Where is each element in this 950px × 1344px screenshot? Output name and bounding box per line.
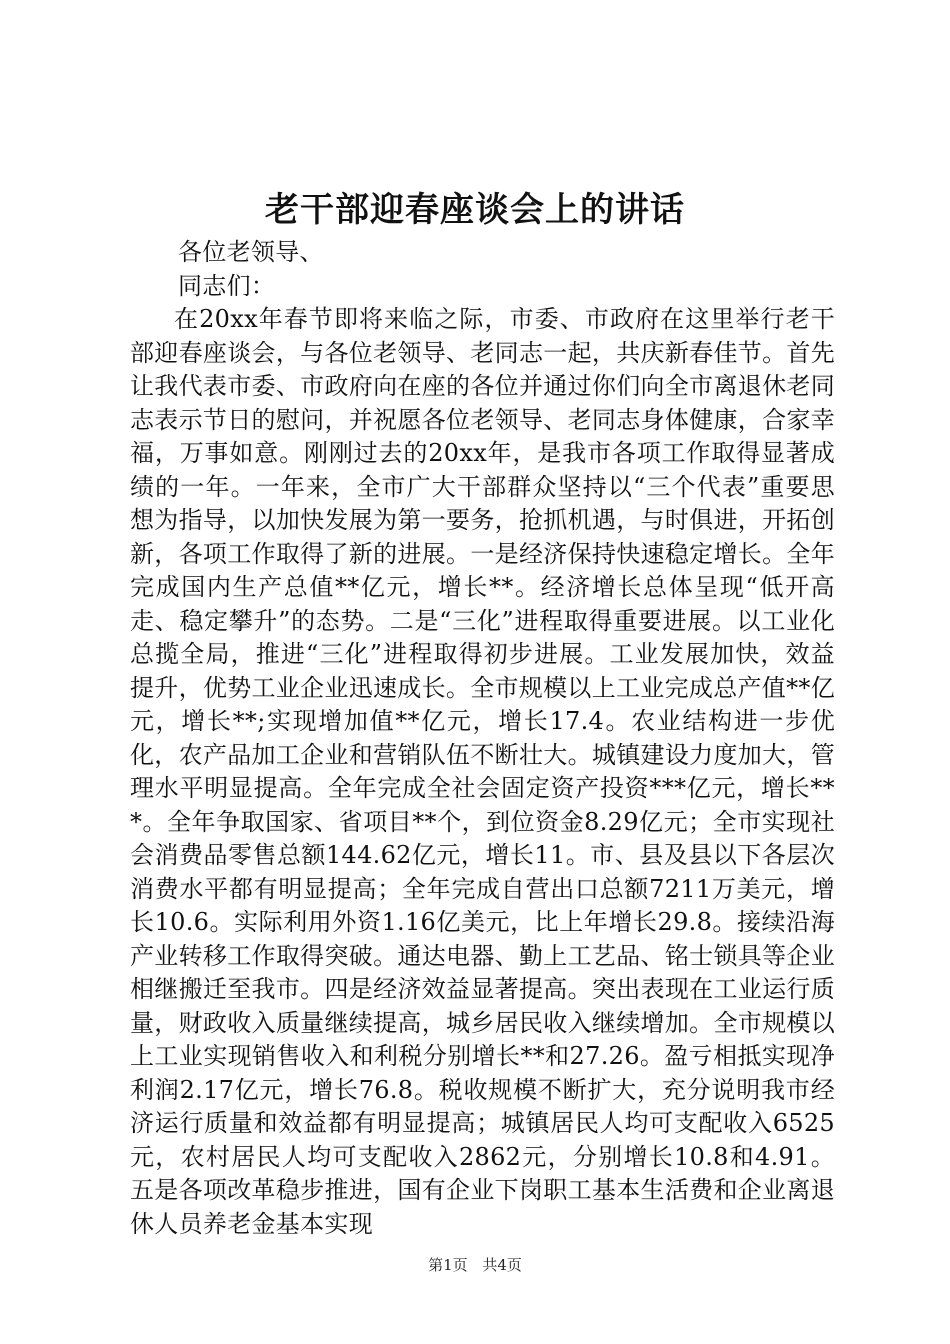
salutation-line: 各位老领导、 — [178, 238, 324, 266]
page-total: 共4页 — [482, 1256, 522, 1274]
page-footer — [0, 1255, 950, 1275]
salutation-line: 同志们： — [178, 271, 276, 300]
document-body — [130, 236, 835, 1241]
page-number: 第1页 — [428, 1256, 468, 1274]
speech-paragraph: 在20xx年春节即将来临之际，市委、市政府在这里举行老干部迎春座谈会，与各位老领导、老同志一起，共庆新春佳节。首先让我代表市委、市政府向在座的各位并通过你们向全市离退休老同志表示节日的慰问，并祝愿各位老领导、老同志身体健康，合家幸福，万事如意。刚刚过去的20xx年，是我市各项工作取得显著成绩的一年。一年来，全市广大干部群众坚持以“三个代表”重要思想为指导，以加快发展为第一要务，抢抓机遇，与时俱进，开拓创新，各项工作取得了新的进展。一是经济保持快速稳定增长。全年完成国内生产总值**亿元，增长**。经济增长总体呈现“低开高走、稳定攀升”的态势。二是“三化”进程取得重要进展。以工业化总揽全局，推进“三化”进程取得初步进展。工业发展加快，效益提升，优势工业企业迅速成长。全市规模以上工业完成总产值**亿元，增长**;实现增加值**亿元，增长17.4。农业结构进一步优化，农产品加工企业和营销队伍不断壮大。城镇建设力度加大，管理水平明显提高。全年完成全社会固定资产投资***亿元，增长***。全年争取国家、省项目**个，到位资金8.29亿元；全市实现社会消费品零售总额144.62亿元，增长11。市、县及县以下各层次消费水平都有明显提高；全年完成自营出口总额7211万美元，增长10.6。实际利用外资1.16亿美元，比上年增长29.8。接续沿海产业转移工作取得突破。通达电器、勤上工艺品、铭士锁具等企业相继搬迁至我市。四是经济效益显著提高。突出表现在工业运行质量，财政收入质量继续提高，城乡居民收入继续增加。全市规模以上工业实现销售收入和利税分别增长**和27.26。盈亏相抵实现净利润2.17亿元，增长76.8。税收规模不断扩大，充分说明我市经济运行质量和效益都有明显提高；城镇居民人均可支配收入6525元，农村居民人均可支配收入2862元，分别增长10.8和4.91。五是各项改革稳步推进，国有企业下岗职工基本生活费和企业离退休人员养老金基本实现 — [130, 305, 835, 1238]
document-title: 老干部迎春座谈会上的讲话 — [265, 190, 685, 230]
